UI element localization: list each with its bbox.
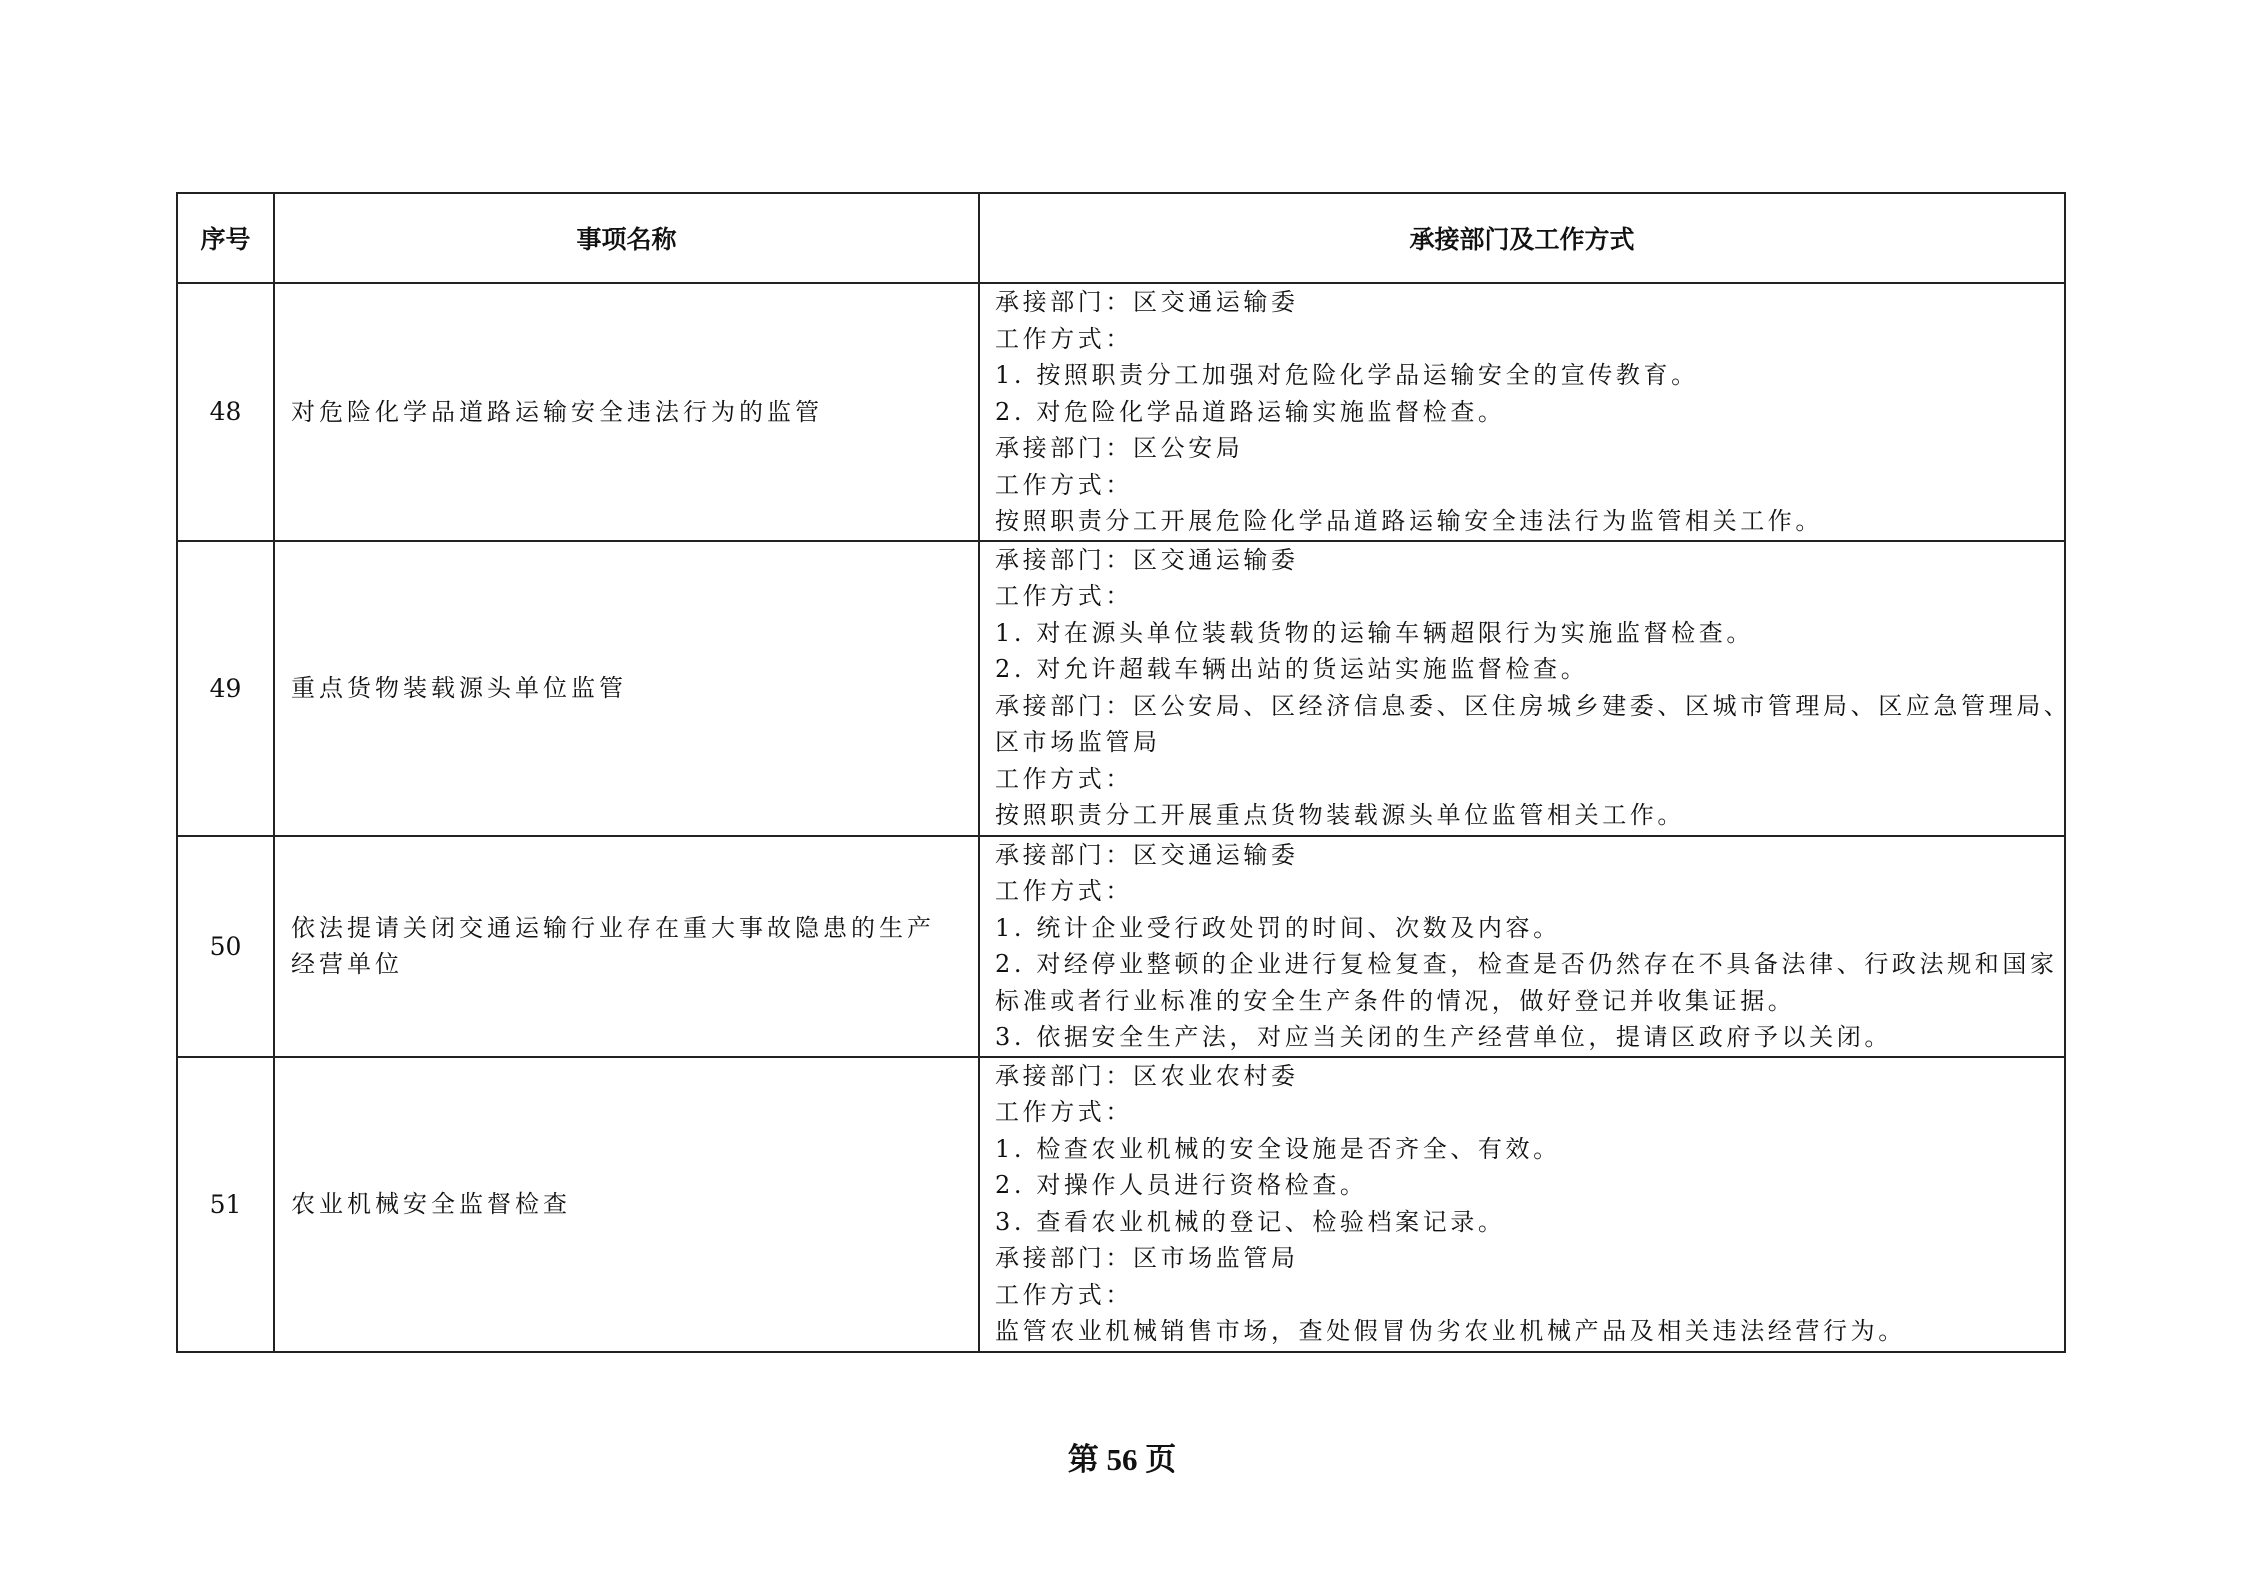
method-line: 3. 查看农业机械的登记、检验档案记录。	[995, 1207, 1506, 1236]
serial-number: 49	[177, 541, 274, 836]
header-department-method: 承接部门及工作方式	[979, 193, 2065, 283]
method-line: 承接部门：区公安局	[995, 434, 1244, 462]
department-method	[979, 541, 2072, 836]
method-line: 工作方式：	[995, 764, 1133, 793]
table-row	[177, 283, 2065, 541]
header-matter-name: 事项名称	[274, 193, 979, 283]
method-line: 承接部门：区交通运输委	[995, 840, 1299, 869]
method-line: 工作方式：	[995, 1098, 1133, 1126]
method-line: 工作方式：	[995, 877, 1133, 905]
table-row	[177, 836, 2065, 1057]
method-line: 标准或者行业标准的安全生产条件的情况，做好登记并收集证据。	[995, 986, 1796, 1015]
department-method	[979, 836, 2065, 1057]
method-line: 2. 对允许超载车辆出站的货运站实施监督检查。	[995, 655, 1589, 683]
method-line: 工作方式：	[995, 324, 1133, 353]
method-line: 2. 对经停业整顿的企业进行复检复查，检查是否仍然存在不具备法律、行政法规和国家	[995, 950, 2058, 978]
method-line: 承接部门：区农业农村委	[995, 1061, 1299, 1090]
serial-number: 50	[177, 836, 274, 1057]
matter-name: 依法提请关闭交通运输行业存在重大事故隐患的生产经营单位	[274, 836, 979, 1057]
method-line: 监管农业机械销售市场，查处假冒伪劣农业机械产品及相关违法经营行为。	[995, 1317, 1906, 1345]
matter-name: 重点货物装载源头单位监管	[274, 541, 979, 836]
method-line: 承接部门：区交通运输委	[995, 545, 1299, 574]
method-line: 2. 对操作人员进行资格检查。	[995, 1171, 1368, 1199]
header-serial: 序号	[177, 193, 274, 283]
method-line: 工作方式：	[995, 1280, 1133, 1309]
method-line: 承接部门：区交通运输委	[995, 288, 1299, 316]
department-method	[979, 1057, 2065, 1352]
method-line: 1. 检查农业机械的安全设施是否齐全、有效。	[995, 1134, 1561, 1163]
method-line: 1. 对在源头单位装载货物的运输车辆超限行为实施监督检查。	[995, 618, 1754, 647]
method-line: 1. 统计企业受行政处罚的时间、次数及内容。	[995, 913, 1561, 942]
method-line: 按照职责分工开展重点货物装载源头单位监管相关工作。	[995, 801, 1685, 829]
table-row	[177, 541, 2065, 836]
method-line: 工作方式：	[995, 470, 1133, 499]
method-line: 区市场监管局	[995, 728, 1161, 756]
method-line: 承接部门：区公安局、区经济信息委、区住房城乡建委、区城市管理局、区应急管理局、	[995, 691, 2072, 720]
table-header-row	[177, 193, 2065, 283]
method-line: 按照职责分工开展危险化学品道路运输安全违法行为监管相关工作。	[995, 507, 1823, 535]
serial-number: 48	[177, 283, 274, 541]
matter-name: 对危险化学品道路运输安全违法行为的监管	[274, 283, 979, 541]
method-line: 承接部门：区市场监管局	[995, 1244, 1299, 1272]
serial-number: 51	[177, 1057, 274, 1352]
method-line: 1. 按照职责分工加强对危险化学品运输安全的宣传教育。	[995, 361, 1699, 389]
method-line: 3. 依据安全生产法，对应当关闭的生产经营单位，提请区政府予以关闭。	[995, 1023, 1892, 1051]
matter-name: 农业机械安全监督检查	[274, 1057, 979, 1352]
matters-table	[176, 192, 2072, 1353]
department-method	[979, 283, 2065, 541]
page-number: 第 56 页	[1067, 1442, 1177, 1477]
table-row	[177, 1057, 2065, 1352]
method-line: 2. 对危险化学品道路运输实施监督检查。	[995, 397, 1506, 426]
method-line: 工作方式：	[995, 582, 1133, 610]
